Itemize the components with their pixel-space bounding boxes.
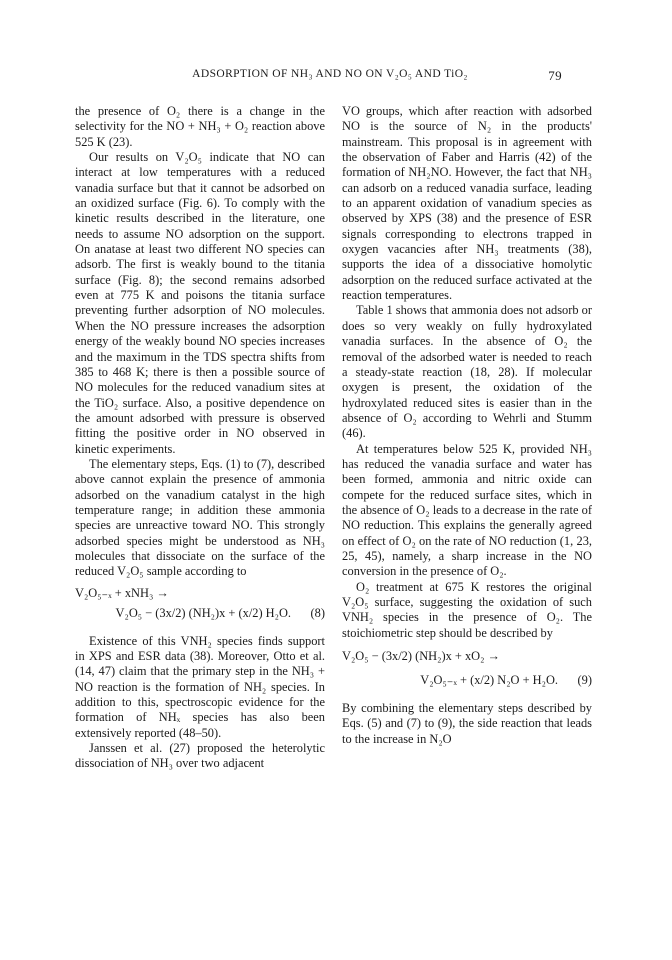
running-head bbox=[110, 68, 562, 86]
equation-9 bbox=[342, 649, 592, 693]
paragraph: Existence of this VNH₂ species finds support in XPS and ESR data (38). Moreover, Otto et al. (14, 47) claim that the primary step in the NH₃ + NO reaction is the formation of NH₂ species. In addition to this, spectroscopic evidence for the formation of NHₓ species has also been extensively reported (48–50). bbox=[75, 633, 325, 740]
paragraph: Table 1 shows that ammonia does not adsorb or does so very weakly on fully hydroxylated vanadia surfaces. In the absence of O₂ the removal of the adsorbed water is needed to reach a steady-state reaction (18, 28). If molecular oxygen is present, the oxidation of the hydroxylated reduced sites is easier than in the absence of O₂ according to Wehrli and Stumm (46). bbox=[342, 303, 592, 441]
equation-line: V₂O₅ − (3x/2) (NH₂)x + (x/2) H₂O. bbox=[115, 605, 291, 620]
right-column bbox=[342, 104, 592, 747]
equation-8 bbox=[75, 586, 325, 626]
paragraph: Our results on V₂O₅ indicate that NO can interact at low temperatures with a reduced vanadia surface but that it cannot be adsorbed on an oxidized surface (Fig. 6). To comply with the kinetic results described in the literature, one needs to assume NO adsorption on the support. On anatase at least two different NO species can adsorb. The first is weakly bound to the titania surface (Fig. 8); the second remains adsorbed even at 775 K and poisons the titania surface preventing further adsorption of NO molecules. When the NO pressure increases the adsorption energy of the weakly bound NO species increases and the maximum in the TDS spectra shifts from 385 to 468 K; there is then a possible source of NO molecules for the reduced vanadium sites at the TiO₂ surface. Also, a positive dependence on the amount adsorbed with pressure is observed fitting the positive order in NO observed in kinetic experiments. bbox=[75, 150, 325, 456]
equation-line: V₂O₅ − (3x/2) (NH₂)x + xO₂ → bbox=[342, 649, 500, 664]
paragraph: Janssen et al. (27) proposed the heterolytic dissociation of NH₃ over two adjacent bbox=[75, 741, 325, 771]
equation-line: V₂O₅₋ₓ + xNH₃ → bbox=[75, 585, 169, 600]
page-number: 79 bbox=[548, 68, 562, 83]
paragraph: The elementary steps, Eqs. (1) to (7), described above cannot explain the presence of ammonia adsorbed on the vanadium catalyst in the high temperature range; in addition these ammonia species are unreactive toward NO. This strongly adsorbed species might be understood as NH₃ molecules that dissociate on the surface of the reduced V₂O₅ sample according to bbox=[75, 456, 325, 579]
running-title: ADSORPTION OF NH₃ AND NO ON V₂O₅ AND TiO₂ bbox=[192, 68, 468, 80]
paragraph: At temperatures below 525 K, provided NH₃ has reduced the vanadia surface and water has been formed, ammonia and nitric oxide can compete for the reduced surface sites, which in the absence of O₂ leads to a decrease in the rate of NO reduction. This explains the generally agreed on effect of O₂ on the rate of NO reduction (1, 23, 25, 45), namely, a sharp increase in the NO conversion in the presence of O₂. bbox=[342, 441, 592, 579]
paragraph: VO groups, which after reaction with adsorbed NO is the source of N₂ in the products' mainstream. This proposal is in agreement with the observation of Faber and Harris (42) of the formation of NH₂NO. However, the fact that NH₃ can adsorb on a reduced vanadia surface, leading to an apparent oxidation of vanadium species as observed by XPS (38) and the presence of ESR signals corresponding to electrons trapped in oxygen vacancies after NH₃ treatments (38), supports the idea of a dissociative homolytic adsorption on the reduced surface activated at the reaction temperatures. bbox=[342, 104, 592, 303]
equation-line: V₂O₅₋ₓ + (x/2) N₂O + H₂O. bbox=[420, 673, 558, 688]
equation-number: (9) bbox=[577, 673, 592, 688]
equation-number: (8) bbox=[310, 605, 325, 620]
paragraph: O₂ treatment at 675 K restores the original V₂O₅ surface, suggesting the oxidation of such VNH₂ species in the presence of O₂. The stoichiometric step should be described by bbox=[342, 579, 592, 640]
left-column bbox=[75, 104, 325, 772]
paragraph: By combining the elementary steps described by Eqs. (5) and (7) to (9), the side reaction that leads to the increase in N₂O bbox=[342, 701, 592, 746]
paragraph: the presence of O₂ there is a change in the selectivity for the NO + NH₃ + O₂ reaction above 525 K (23). bbox=[75, 104, 325, 149]
